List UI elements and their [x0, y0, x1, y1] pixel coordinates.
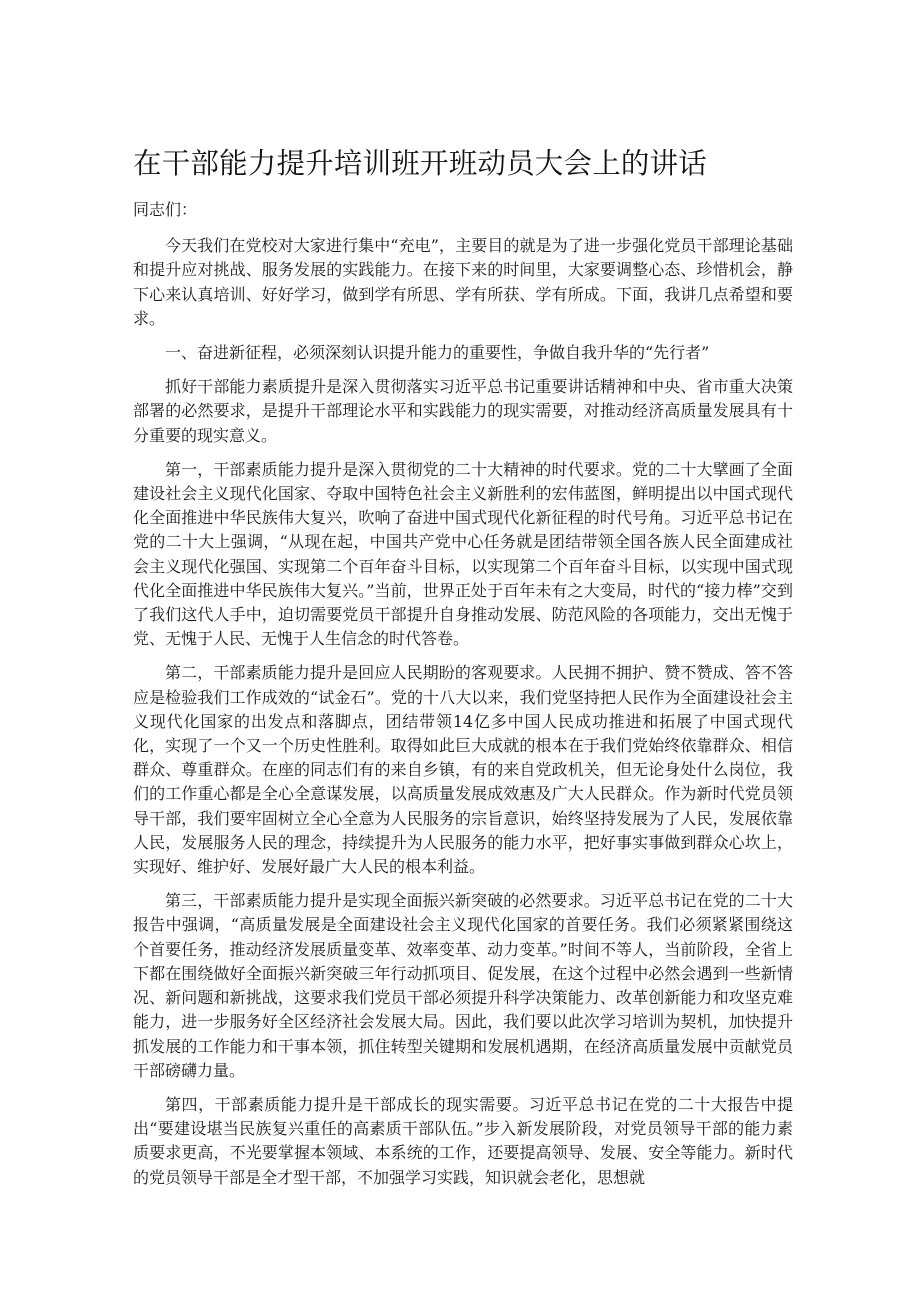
document-body	[133, 198, 793, 1200]
salutation: 同志们：	[133, 200, 198, 219]
paragraph-point-4: 第四，干部素质能力提升是干部成长的现实需要。习近平总书记在党的二十大报告中提出“要建设堪当民族复兴重任的高素质干部队伍。”步入新发展阶段，对党员领导干部的能力素质要求更高，不光要掌握本领域、本系统的工作，还要提高领导、发展、安全等能力。新时代的党员领导干部是全才型干部，不加强学习实践，知识就会老化，思想就	[133, 1094, 793, 1187]
paragraph-point-2: 第二，干部素质能力提升是回应人民期盼的客观要求。人民拥不拥护、赞不赞成、答不答应是检验我们工作成效的“试金石”。党的十八大以来，我们党坚持把人民作为全面建设社会主义现代化国家的出发点和落脚点，团结带领14亿多中国人民成功推进和拓展了中国式现代化，实现了一个又一个历史性胜利。取得如此巨大成就的根本在于我们党始终依靠群众、相信群众、尊重群众。在座的同志们有的来自乡镇，有的来自党政机关，但无论身处什么岗位，我们的工作重心都是全心全意谋发展，以高质量发展成效惠及广大人民群众。作为新时代党员领导干部，我们要牢固树立全心全意为人民服务的宗旨意识，始终坚持发展为了人民，发展依靠人民，发展服务人民的理念，持续提升为人民服务的能力水平，把好事实事做到群众心坎上，实现好、维护好、发展好最广大人民的根本利益。	[133, 663, 793, 877]
paragraph-section-1-overview: 抓好干部能力素质提升是深入贯彻落实习近平总书记重要讲话精神和中央、省市重大决策部署的必然要求，是提升干部理论水平和实践能力的现实需要，对推动经济高质量发展具有十分重要的现实意义。	[133, 377, 793, 445]
document-title: 在干部能力提升培训班开班动员大会上的讲话	[133, 147, 708, 180]
section-heading-1: 一、奋进新征程，必须深刻认识提升能力的重要性，争做自我升华的“先行者”	[165, 343, 710, 363]
paragraph-point-1: 第一，干部素质能力提升是深入贯彻党的二十大精神的时代要求。党的二十大擘画了全面建设社会主义现代化国家、夺取中国特色社会主义新胜利的宏伟蓝图，鲜明提出以中国式现代化全面推进中华民族伟大复兴，吹响了奋进中国式现代化新征程的时代号角。习近平总书记在党的二十大上强调，“从现在起，中国共产党中心任务就是团结带领全国各族人民全面建成社会主义现代化强国、实现第二个百年奋斗目标，以实现第二个百年奋斗目标，以实现中国式现代化全面推进中华民族伟大复兴。”当前，世界正处于百年未有之大变局，时代的“接力棒”交到了我们这代人手中，迫切需要党员干部提升自身推动发展、防范风险的各项能力，交出无愧于党、无愧于人民、无愧于人生信念的时代答卷。	[133, 459, 793, 649]
paragraph-point-3: 第三，干部素质能力提升是实现全面振兴新突破的必然要求。习近平总书记在党的二十大报告中强调，“高质量发展是全面建设社会主义现代化国家的首要任务。我们必须紧紧围绕这个首要任务，推动经济发展质量变革、效率变革、动力变革。”时间不等人，当前阶段，全省上下都在围绕做好全面振兴新突破三年行动抓项目、促发展，在这个过程中必然会遇到一些新情况、新问题和新挑战，这要求我们党员干部必须提升科学决策能力、改革创新能力和攻坚克难能力，进一步服务好全区经济社会发展大局。因此，我们要以此次学习培训为契机，加快提升抓发展的工作能力和干事本领，抓住转型关键期和发展机遇期，在经济高质量发展中贡献党员干部磅礴力量。	[133, 891, 793, 1080]
paragraph-intro: 今天我们在党校对大家进行集中“充电”，主要目的就是为了进一步强化党员干部理论基础和提升应对挑战、服务发展的实践能力。在接下来的时间里，大家要调整心态、珍惜机会，静下心来认真培训、好好学习，做到学有所思、学有所获、学有所成。下面，我讲几点希望和要求。	[133, 236, 793, 328]
